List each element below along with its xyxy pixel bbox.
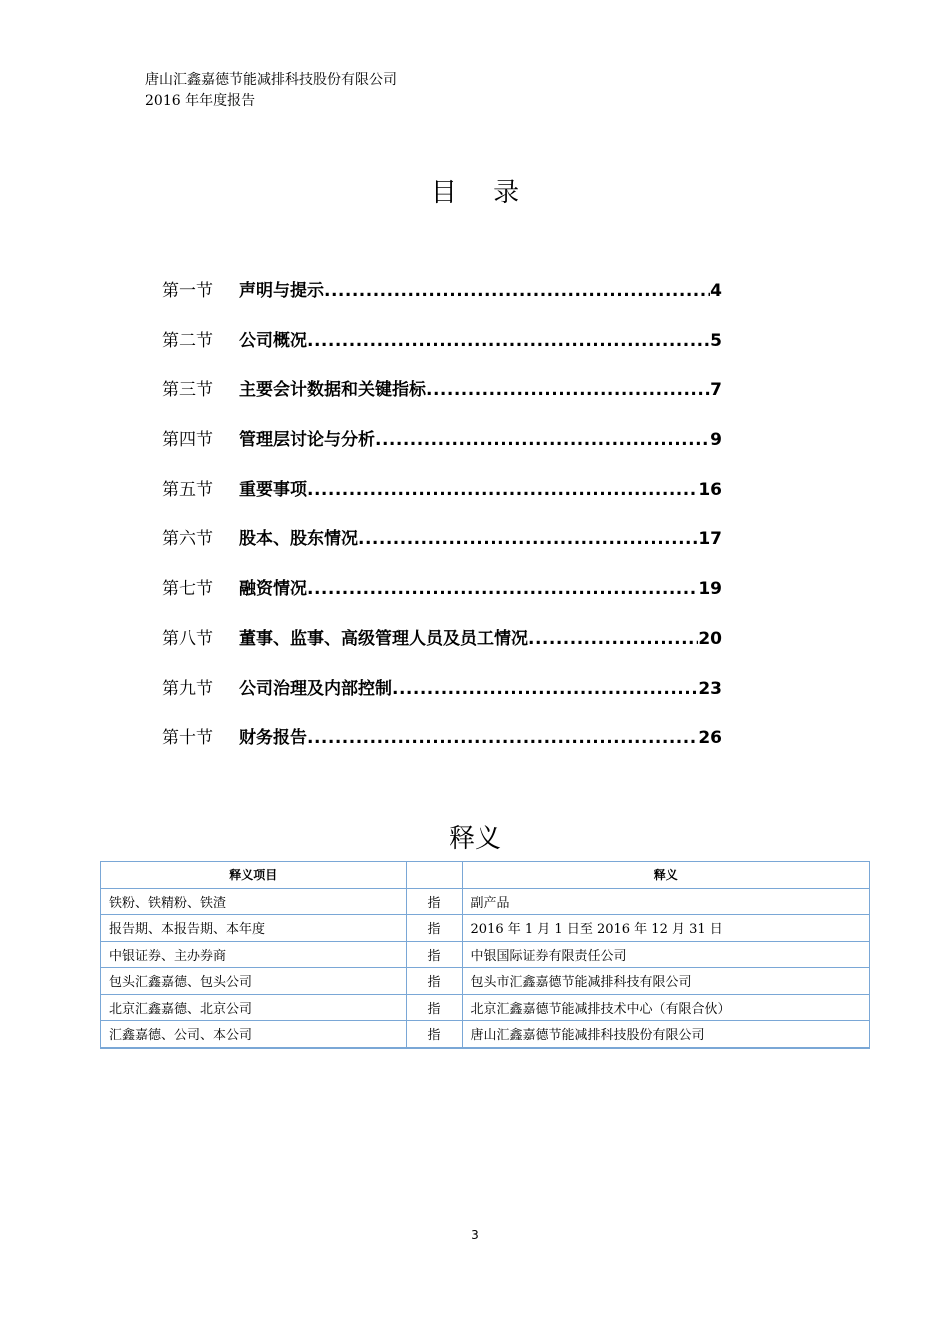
toc-entry[interactable] (162, 674, 722, 724)
table-row (101, 915, 870, 942)
table-row (101, 994, 870, 1021)
toc-page: 23 (698, 678, 722, 699)
toc-label: 董事、监事、高级管理人员及员工情况 (239, 628, 528, 649)
toc-entry[interactable] (162, 475, 722, 525)
term-cell: 中银证券、主办券商 (101, 941, 407, 968)
glossary-title: 释义 (448, 824, 501, 854)
refers-cell: 指 (406, 968, 462, 995)
toc-section: 第六节 (162, 529, 213, 550)
refers-cell: 指 (406, 1021, 462, 1048)
toc-section: 第九节 (162, 678, 213, 699)
toc-page: 19 (698, 579, 722, 600)
header-report: 2016 年年度报告 (145, 93, 256, 109)
toc-entry[interactable] (162, 326, 722, 376)
table-of-contents (162, 276, 722, 773)
toc-page: 4 (710, 281, 722, 301)
document-header (145, 70, 397, 112)
definition-cell: 唐山汇鑫嘉德节能减排科技股份有限公司 (462, 1021, 869, 1048)
toc-label: 公司概况 (239, 330, 307, 351)
toc-page: 16 (698, 479, 722, 500)
toc-leader (528, 629, 698, 649)
table-row (101, 888, 870, 915)
toc-section: 第一节 (162, 281, 213, 301)
table-row (101, 941, 870, 968)
toc-page: 20 (698, 628, 722, 649)
table-row (101, 968, 870, 995)
column-header-term: 释义项目 (101, 862, 407, 889)
term-cell: 铁粉、铁精粉、铁渣 (101, 888, 407, 915)
toc-leader (307, 728, 698, 748)
table-row (101, 1021, 870, 1048)
definition-cell: 北京汇鑫嘉德节能减排技术中心（有限合伙） (462, 994, 869, 1021)
toc-section: 第二节 (162, 330, 213, 351)
toc-section: 第八节 (162, 628, 213, 649)
toc-leader (307, 331, 710, 351)
toc-leader (307, 480, 698, 500)
toc-section: 第三节 (162, 380, 213, 401)
term-cell: 汇鑫嘉德、公司、本公司 (101, 1021, 407, 1048)
toc-label: 财务报告 (239, 728, 307, 749)
toc-label: 主要会计数据和关键指标 (239, 380, 426, 401)
toc-entry[interactable] (162, 624, 722, 674)
definition-cell: 包头市汇鑫嘉德节能减排科技有限公司 (462, 968, 869, 995)
toc-leader (324, 281, 710, 301)
glossary-table (100, 861, 870, 1049)
refers-cell: 指 (406, 915, 462, 942)
refers-cell: 指 (406, 994, 462, 1021)
toc-entry[interactable] (162, 524, 722, 574)
term-cell: 报告期、本报告期、本年度 (101, 915, 407, 942)
column-header-refers (406, 862, 462, 889)
toc-leader (426, 380, 710, 400)
term-cell: 包头汇鑫嘉德、包头公司 (101, 968, 407, 995)
toc-section: 第十节 (162, 728, 213, 749)
toc-page: 9 (710, 430, 722, 451)
toc-label: 公司治理及内部控制 (239, 678, 392, 699)
column-header-definition: 释义 (462, 862, 869, 889)
toc-leader (358, 529, 698, 549)
toc-entry[interactable] (162, 723, 722, 773)
definition-cell: 副产品 (462, 888, 869, 915)
toc-section: 第四节 (162, 430, 213, 451)
toc-title: 目 录 (430, 178, 534, 208)
toc-entry[interactable] (162, 276, 722, 326)
toc-label: 管理层讨论与分析 (239, 430, 375, 451)
toc-page: 5 (710, 330, 722, 351)
toc-page: 17 (698, 529, 722, 550)
toc-page: 26 (698, 728, 722, 749)
toc-leader (307, 579, 698, 599)
page-number: 3 (471, 1228, 479, 1242)
toc-section: 第七节 (162, 579, 213, 600)
toc-entry[interactable] (162, 574, 722, 624)
definition-cell: 中银国际证券有限责任公司 (462, 941, 869, 968)
toc-label: 股本、股东情况 (239, 529, 358, 550)
toc-entry[interactable] (162, 425, 722, 475)
toc-label: 融资情况 (239, 579, 307, 600)
toc-section: 第五节 (162, 479, 213, 500)
refers-cell: 指 (406, 941, 462, 968)
refers-cell: 指 (406, 888, 462, 915)
toc-label: 声明与提示 (239, 281, 324, 301)
toc-entry[interactable] (162, 375, 722, 425)
table-header-row (101, 862, 870, 889)
toc-label: 重要事项 (239, 479, 307, 500)
header-company: 唐山汇鑫嘉德节能减排科技股份有限公司 (145, 72, 397, 88)
toc-leader (375, 430, 710, 450)
toc-leader (392, 679, 698, 699)
definition-cell: 2016 年 1 月 1 日至 2016 年 12 月 31 日 (462, 915, 869, 942)
term-cell: 北京汇鑫嘉德、北京公司 (101, 994, 407, 1021)
toc-page: 7 (710, 380, 722, 401)
